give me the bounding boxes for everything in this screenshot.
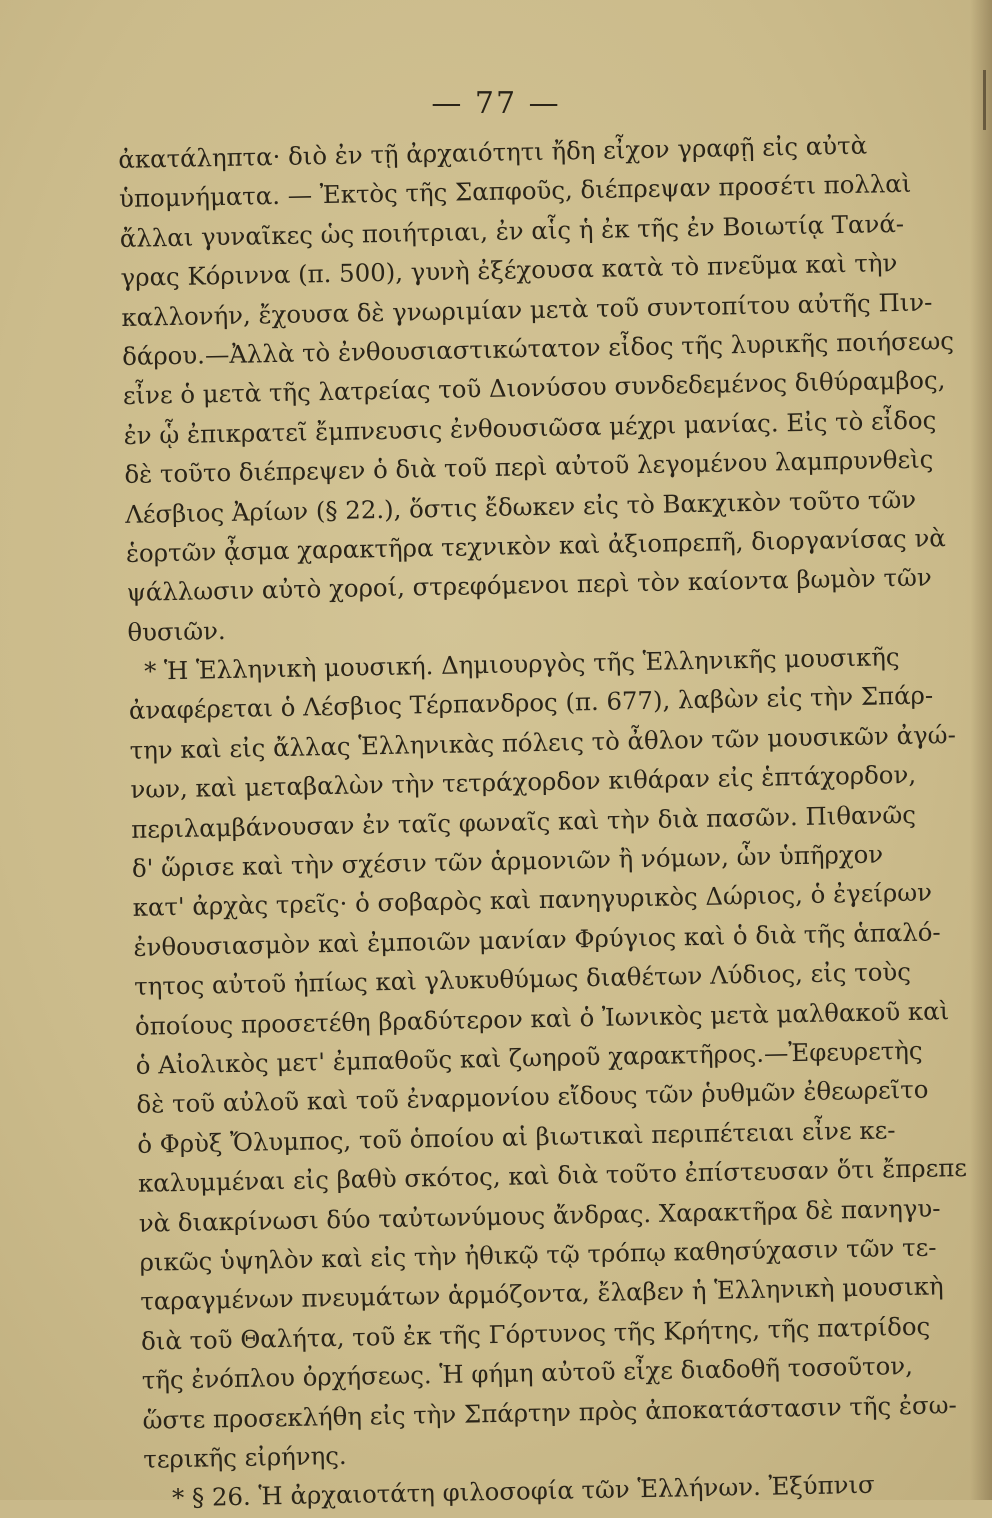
section-heading-line: * § 26. Ἡ ἀρχαιοτάτη φιλοσοφία τῶν Ἑλλήνων. Ἐξύπνισ <box>171 1470 875 1513</box>
text-line: διὰ τοῦ Θαλήτα, τοῦ ἐκ τῆς Γόρτυνος τῆς Κρήτης, τῆς πατρίδος <box>140 1311 931 1356</box>
text-line: καλυμμέναι εἰς βαθὺ σκότος, καὶ διὰ τοῦτο ἐπίστευσαν ὅτι ἔπρεπε <box>137 1153 968 1198</box>
page-edge-shadow <box>970 0 992 1500</box>
text-line: κατ' ἀρχὰς τρεῖς· ὁ σοβαρὸς καὶ πανηγυρικὸς Δώριος, ὁ ἐγείρων <box>132 877 933 923</box>
text-line: ὁποίους προσετέθη βραδύτερον καὶ ὁ Ἰωνικὸς μετὰ μαλθακοῦ καὶ <box>134 995 950 1041</box>
text-line: καλλονήν, ἔχουσα δὲ γνωριμίαν μετὰ τοῦ συντοπίτου αὐτῆς Πιν- <box>121 286 933 332</box>
text-line: νὰ διακρίνωσι δύο ταὐτωνύμους ἄνδρας. Χαρακτῆρα δὲ πανηγυ- <box>138 1192 941 1238</box>
text-line: δάρου.—Ἀλλὰ τὸ ἐνθουσιαστικώτατον εἶδος τῆς λυρικῆς ποιήσεως <box>121 325 955 371</box>
text-line: τητος αὐτοῦ ἠπίως καὶ γλυκυθύμως διαθέτων Λύδιος, εἰς τοὺς <box>133 957 912 1002</box>
text-line: ἀναφέρεται ὁ Λέσβιος Τέρπανδρος (π. 677), λαβὼν εἰς τὴν Σπάρ- <box>128 680 934 726</box>
text-line: δὲ τοῦτο διέπρεψεν ὁ διὰ τοῦ περὶ αὐτοῦ λεγομένου λαμπρυνθεὶς <box>124 444 934 490</box>
text-line: δ' ὥρισε καὶ τὴν σχέσιν τῶν ἁρμονιῶν ἢ νόμων, ὧν ὑπῆρχον <box>131 839 884 883</box>
text-line: * Ἡ Ἑλληνικὴ μουσική. Δημιουργὸς τῆς Ἑλληνικῆς μουσικῆς <box>143 642 900 686</box>
text-line: τερικῆς εἰρήνης. <box>143 1440 347 1474</box>
text-line: περιλαμβάνουσαν ἐν ταῖς φωναῖς καὶ τὴν διὰ πασῶν. Πιθανῶς <box>130 799 917 844</box>
page-text <box>118 127 968 1518</box>
text-line: τῆς ἐνόπλου ὀρχήσεως. Ἡ φήμη αὐτοῦ εἶχε διαδοθῆ τοσοῦτον, <box>141 1351 914 1395</box>
text-line: την καὶ εἰς ἄλλας Ἑλληνικὰς πόλεις τὸ ἆθλον τῶν μουσικῶν ἀγώ- <box>129 719 957 765</box>
text-line: ἐν ᾧ ἐπικρατεῖ ἔμπνευσις ἐνθουσιῶσα μέχρι μανίας. Εἰς τὸ εἶδος <box>123 405 937 450</box>
page-number: — 77 — <box>431 86 561 121</box>
text-line: ὑπομνήματα. — Ἐκτὸς τῆς Σαπφοῦς, διέπρεψαν προσέτι πολλαὶ <box>118 169 912 214</box>
text-line: ἑορτῶν ᾆσμα χαρακτῆρα τεχνικὸν καὶ ἀξιοπρεπῆ, διοργανίσας νὰ <box>125 523 947 568</box>
text-line: Λέσβιος Ἀρίων (§ 22.), ὅστις ἔδωκεν εἰς τὸ Βακχικὸν τοῦτο τῶν <box>124 484 917 529</box>
text-line: ψάλλωσιν αὐτὸ χοροί, στρεφόμενοι περὶ τὸν καίοντα βωμὸν τῶν <box>126 562 932 608</box>
text-line: ἐνθουσιασμὸν καὶ ἐμποιῶν μανίαν Φρύγιος καὶ ὁ διὰ τῆς ἁπαλό- <box>133 917 941 962</box>
text-line: ὁ Φρὺξ Ὄλυμπος, τοῦ ὁποίου αἱ βιωτικαὶ περιπέτειαι εἶνε κε- <box>137 1115 896 1159</box>
text-line: ὁ Αἰολικὸς μετ' ἐμπαθοῦς καὶ ζωηροῦ χαρακτῆρος.—Ἐφευρετὴς <box>135 1035 923 1080</box>
text-line: ἄλλαι γυναῖκες ὡς ποιήτριαι, ἐν αἷς ἡ ἐκ τῆς ἐν Βοιωτίᾳ Τανά- <box>119 208 905 253</box>
text-line: εἶνε ὁ μετὰ τῆς λατρείας τοῦ Διονύσου συνδεδεμένος διθύραμβος, <box>122 365 946 411</box>
text-line: ταραγμένων πνευμάτων ἁρμόζοντα, ἔλαβεν ἡ Ἑλληνικὴ μουσικὴ <box>140 1271 944 1317</box>
text-line: ρικῶς ὑψηλὸν καὶ εἰς τὴν ἠθικῷ τῷ τρόπῳ καθησύχασιν τῶν τε- <box>139 1232 937 1277</box>
text-line: γρας Κόριννα (π. 500), γυνὴ ἐξέχουσα κατὰ τὸ πνεῦμα καὶ τὴν <box>120 248 898 293</box>
text-line: ἀκατάληπτα· διὸ ἐν τῇ ἀρχαιότητι ἤδη εἶχον γραφῇ εἰς αὐτὰ <box>118 130 868 174</box>
text-line: θυσιῶν. <box>127 615 226 647</box>
text-line: ὥστε προσεκλήθη εἰς τὴν Σπάρτην πρὸς ἀποκατάστασιν τῆς ἐσω- <box>142 1389 958 1435</box>
text-line: δὲ τοῦ αὐλοῦ καὶ τοῦ ἐναρμονίου εἴδους τῶν ῥυθμῶν ἐθεωρεῖτο <box>136 1074 929 1120</box>
text-line: νων, καὶ μεταβαλὼν τὴν τετράχορδον κιθάραν εἰς ἑπτάχορδον, <box>130 760 917 805</box>
